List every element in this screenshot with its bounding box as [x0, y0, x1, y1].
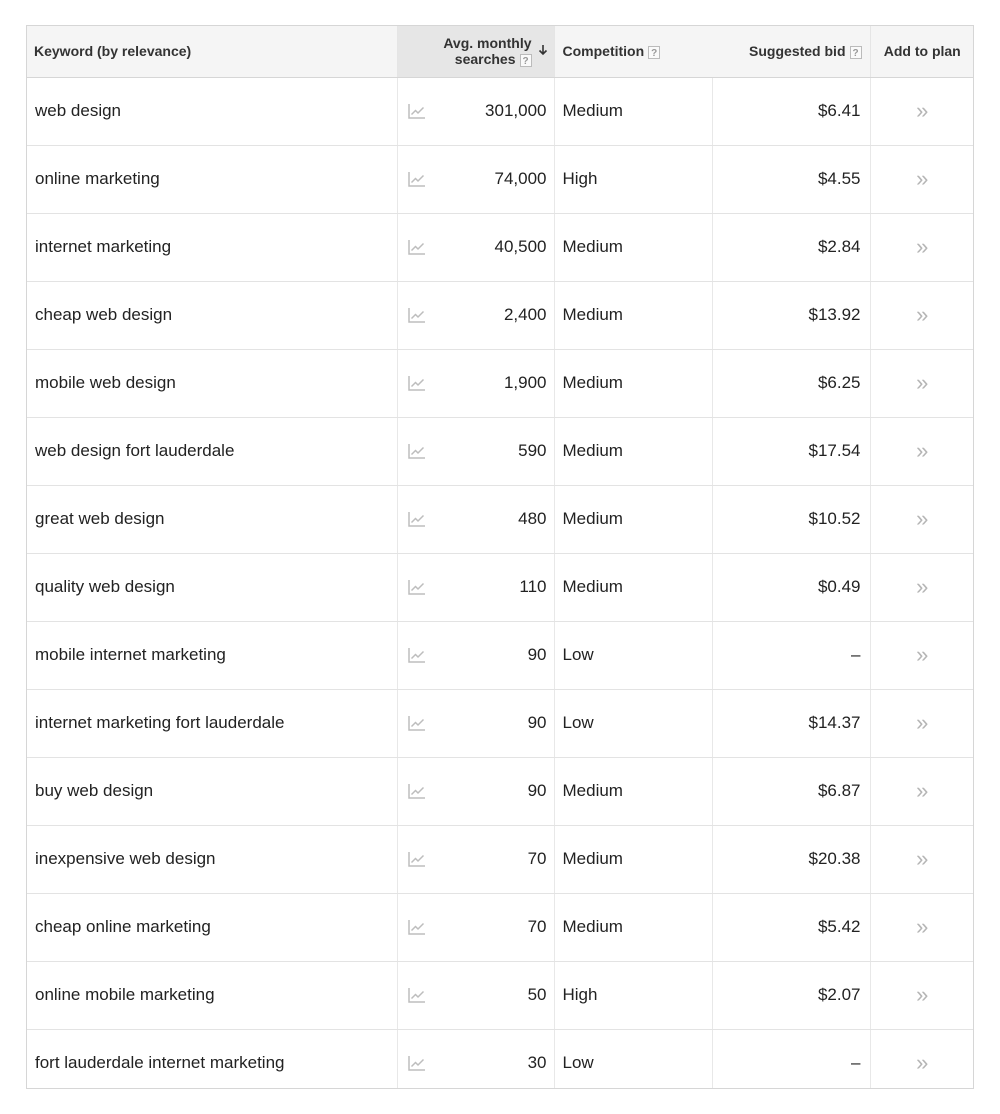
keyword-text: cheap online marketing — [35, 917, 211, 936]
keyword-header-label: Keyword (by relevance) — [34, 42, 192, 59]
competition-column-header[interactable] — [554, 25, 712, 77]
trend-cell — [397, 757, 435, 825]
add-to-plan-cell — [870, 213, 974, 281]
keyword-text: internet marketing fort lauderdale — [35, 713, 285, 732]
keyword-cell — [26, 961, 397, 1029]
keyword-cell — [26, 621, 397, 689]
table-row — [26, 417, 974, 485]
trend-cell — [397, 213, 435, 281]
trend-cell — [397, 621, 435, 689]
avg-header-label-line1: Avg. monthly — [443, 34, 532, 51]
keyword-cell — [26, 893, 397, 961]
double-chevron-right-icon[interactable]: » — [916, 982, 929, 1007]
table-row — [26, 961, 974, 1029]
avg-monthly-searches-cell: 70 — [435, 893, 554, 961]
trend-cell — [397, 417, 435, 485]
keyword-text: fort lauderdale internet marketing — [35, 1053, 285, 1072]
table-body — [26, 77, 974, 1089]
suggested-bid-help-icon[interactable]: ? — [850, 46, 862, 59]
add-to-plan-header-label: Add to plan — [883, 42, 961, 59]
keyword-cell — [26, 281, 397, 349]
keyword-cell — [26, 485, 397, 553]
avg-monthly-searches-cell: 40,500 — [435, 213, 554, 281]
keyword-table — [26, 25, 974, 1089]
line-chart-icon[interactable] — [408, 579, 435, 595]
competition-cell: Low — [554, 1029, 712, 1089]
competition-cell: High — [554, 961, 712, 1029]
competition-cell: Medium — [554, 553, 712, 621]
competition-header-label: Competition — [562, 42, 645, 59]
avg-monthly-searches-cell: 590 — [435, 417, 554, 485]
double-chevron-right-icon[interactable]: » — [916, 302, 929, 327]
keyword-text: internet marketing — [35, 237, 172, 256]
line-chart-icon[interactable] — [408, 239, 435, 255]
keyword-text: web design — [35, 101, 122, 120]
table-row — [26, 349, 974, 417]
keyword-column-header[interactable] — [26, 25, 397, 77]
suggested-bid-cell: $5.42 — [712, 893, 870, 961]
keyword-text: quality web design — [35, 577, 175, 596]
add-to-plan-cell — [870, 553, 974, 621]
avg-monthly-searches-cell: 480 — [435, 485, 554, 553]
suggested-bid-column-header[interactable] — [712, 25, 870, 77]
suggested-bid-cell: $6.87 — [712, 757, 870, 825]
add-to-plan-cell — [870, 621, 974, 689]
table-row — [26, 689, 974, 757]
add-to-plan-cell — [870, 893, 974, 961]
keyword-cell — [26, 77, 397, 145]
keyword-text: online marketing — [35, 169, 160, 188]
line-chart-icon[interactable] — [408, 171, 435, 187]
table-row — [26, 893, 974, 961]
suggested-bid-header-label: Suggested bid — [749, 42, 846, 59]
suggested-bid-cell: $0.49 — [712, 553, 870, 621]
double-chevron-right-icon[interactable]: » — [916, 778, 929, 803]
add-to-plan-cell — [870, 145, 974, 213]
competition-cell: Medium — [554, 825, 712, 893]
competition-help-icon[interactable]: ? — [648, 46, 660, 59]
table-row — [26, 77, 974, 145]
double-chevron-right-icon[interactable]: » — [916, 234, 929, 259]
keyword-cell — [26, 553, 397, 621]
competition-cell: Medium — [554, 77, 712, 145]
avg-header-content — [402, 35, 548, 67]
avg-monthly-searches-cell: 90 — [435, 621, 554, 689]
trend-cell — [397, 553, 435, 621]
avg-header-text — [443, 35, 531, 67]
add-to-plan-cell — [870, 1029, 974, 1089]
add-to-plan-column-header — [870, 25, 974, 77]
competition-cell: Medium — [554, 417, 712, 485]
avg-monthly-searches-cell: 74,000 — [435, 145, 554, 213]
suggested-bid-cell: $6.25 — [712, 349, 870, 417]
line-chart-icon[interactable] — [408, 103, 435, 119]
keyword-text: web design fort lauderdale — [35, 441, 235, 460]
trend-cell — [397, 689, 435, 757]
line-chart-icon[interactable] — [408, 511, 435, 527]
avg-monthly-searches-cell: 90 — [435, 689, 554, 757]
table-row — [26, 553, 974, 621]
trend-cell — [397, 1029, 435, 1089]
add-to-plan-cell — [870, 961, 974, 1029]
table-row — [26, 1029, 974, 1089]
keyword-text: great web design — [35, 509, 165, 528]
keyword-cell — [26, 689, 397, 757]
competition-cell: Medium — [554, 349, 712, 417]
keyword-text: mobile internet marketing — [35, 645, 226, 664]
table-row — [26, 145, 974, 213]
trend-cell — [397, 145, 435, 213]
add-to-plan-cell — [870, 281, 974, 349]
competition-cell: Medium — [554, 485, 712, 553]
add-to-plan-cell — [870, 77, 974, 145]
keyword-text: mobile web design — [35, 373, 176, 392]
keyword-cell — [26, 825, 397, 893]
keyword-text: buy web design — [35, 781, 154, 800]
keyword-cell — [26, 349, 397, 417]
double-chevron-right-icon[interactable]: » — [916, 846, 929, 871]
avg-monthly-searches-cell: 70 — [435, 825, 554, 893]
suggested-bid-cell: $6.41 — [712, 77, 870, 145]
keyword-ideas-table — [26, 25, 974, 1089]
avg-monthly-searches-cell: 90 — [435, 757, 554, 825]
line-chart-icon[interactable] — [408, 783, 435, 799]
suggested-bid-cell: – — [712, 621, 870, 689]
double-chevron-right-icon[interactable]: » — [916, 506, 929, 531]
avg-monthly-searches-cell: 2,400 — [435, 281, 554, 349]
header-row — [26, 25, 974, 77]
line-chart-icon[interactable] — [408, 715, 435, 731]
table-row — [26, 213, 974, 281]
keyword-cell — [26, 1029, 397, 1089]
add-to-plan-cell — [870, 757, 974, 825]
double-chevron-right-icon[interactable]: » — [916, 914, 929, 939]
competition-cell: High — [554, 145, 712, 213]
avg-header-label-line2: searches — [454, 50, 516, 67]
line-chart-icon[interactable] — [408, 647, 435, 663]
add-to-plan-cell — [870, 689, 974, 757]
avg-monthly-searches-cell: 30 — [435, 1029, 554, 1089]
double-chevron-right-icon[interactable]: » — [916, 166, 929, 191]
double-chevron-right-icon[interactable]: » — [916, 370, 929, 395]
keyword-cell — [26, 213, 397, 281]
line-chart-icon[interactable] — [408, 375, 435, 391]
suggested-bid-cell: $4.55 — [712, 145, 870, 213]
line-chart-icon[interactable] — [408, 307, 435, 323]
suggested-bid-cell: $14.37 — [712, 689, 870, 757]
competition-cell: Low — [554, 621, 712, 689]
trend-cell — [397, 825, 435, 893]
keyword-cell — [26, 417, 397, 485]
table-row — [26, 757, 974, 825]
suggested-bid-cell: $10.52 — [712, 485, 870, 553]
trend-cell — [397, 485, 435, 553]
competition-cell: Medium — [554, 281, 712, 349]
competition-cell: Medium — [554, 757, 712, 825]
table-row — [26, 281, 974, 349]
line-chart-icon[interactable] — [408, 987, 435, 1003]
line-chart-icon[interactable] — [408, 1055, 435, 1071]
suggested-bid-cell: – — [712, 1029, 870, 1089]
arrow-down-icon[interactable] — [538, 43, 548, 59]
trend-cell — [397, 893, 435, 961]
add-to-plan-cell — [870, 417, 974, 485]
suggested-bid-cell: $2.84 — [712, 213, 870, 281]
add-to-plan-cell — [870, 485, 974, 553]
trend-cell — [397, 349, 435, 417]
double-chevron-right-icon[interactable]: » — [916, 98, 929, 123]
suggested-bid-cell: $2.07 — [712, 961, 870, 1029]
add-to-plan-cell — [870, 825, 974, 893]
double-chevron-right-icon[interactable]: » — [916, 710, 929, 735]
keyword-text: inexpensive web design — [35, 849, 216, 868]
trend-cell — [397, 961, 435, 1029]
table-row — [26, 621, 974, 689]
line-chart-icon[interactable] — [408, 919, 435, 935]
table-row — [26, 825, 974, 893]
double-chevron-right-icon[interactable]: » — [916, 438, 929, 463]
avg-monthly-searches-column-header[interactable] — [397, 25, 554, 77]
double-chevron-right-icon[interactable]: » — [916, 574, 929, 599]
avg-monthly-searches-cell: 110 — [435, 553, 554, 621]
avg-monthly-searches-cell: 1,900 — [435, 349, 554, 417]
competition-cell: Medium — [554, 893, 712, 961]
avg-monthly-searches-cell: 50 — [435, 961, 554, 1029]
keyword-cell — [26, 757, 397, 825]
trend-cell — [397, 281, 435, 349]
suggested-bid-cell: $17.54 — [712, 417, 870, 485]
avg-help-icon[interactable]: ? — [520, 54, 532, 67]
add-to-plan-cell — [870, 349, 974, 417]
line-chart-icon[interactable] — [408, 851, 435, 867]
avg-monthly-searches-cell: 301,000 — [435, 77, 554, 145]
competition-cell: Low — [554, 689, 712, 757]
trend-cell — [397, 77, 435, 145]
double-chevron-right-icon[interactable]: » — [916, 642, 929, 667]
table-row — [26, 485, 974, 553]
keyword-cell — [26, 145, 397, 213]
avg-header-label-line2-wrap — [443, 51, 531, 67]
double-chevron-right-icon[interactable]: » — [916, 1050, 929, 1075]
suggested-bid-cell: $13.92 — [712, 281, 870, 349]
line-chart-icon[interactable] — [408, 443, 435, 459]
suggested-bid-cell: $20.38 — [712, 825, 870, 893]
table-header — [26, 25, 974, 77]
keyword-text: online mobile marketing — [35, 985, 215, 1004]
competition-cell: Medium — [554, 213, 712, 281]
keyword-text: cheap web design — [35, 305, 173, 324]
